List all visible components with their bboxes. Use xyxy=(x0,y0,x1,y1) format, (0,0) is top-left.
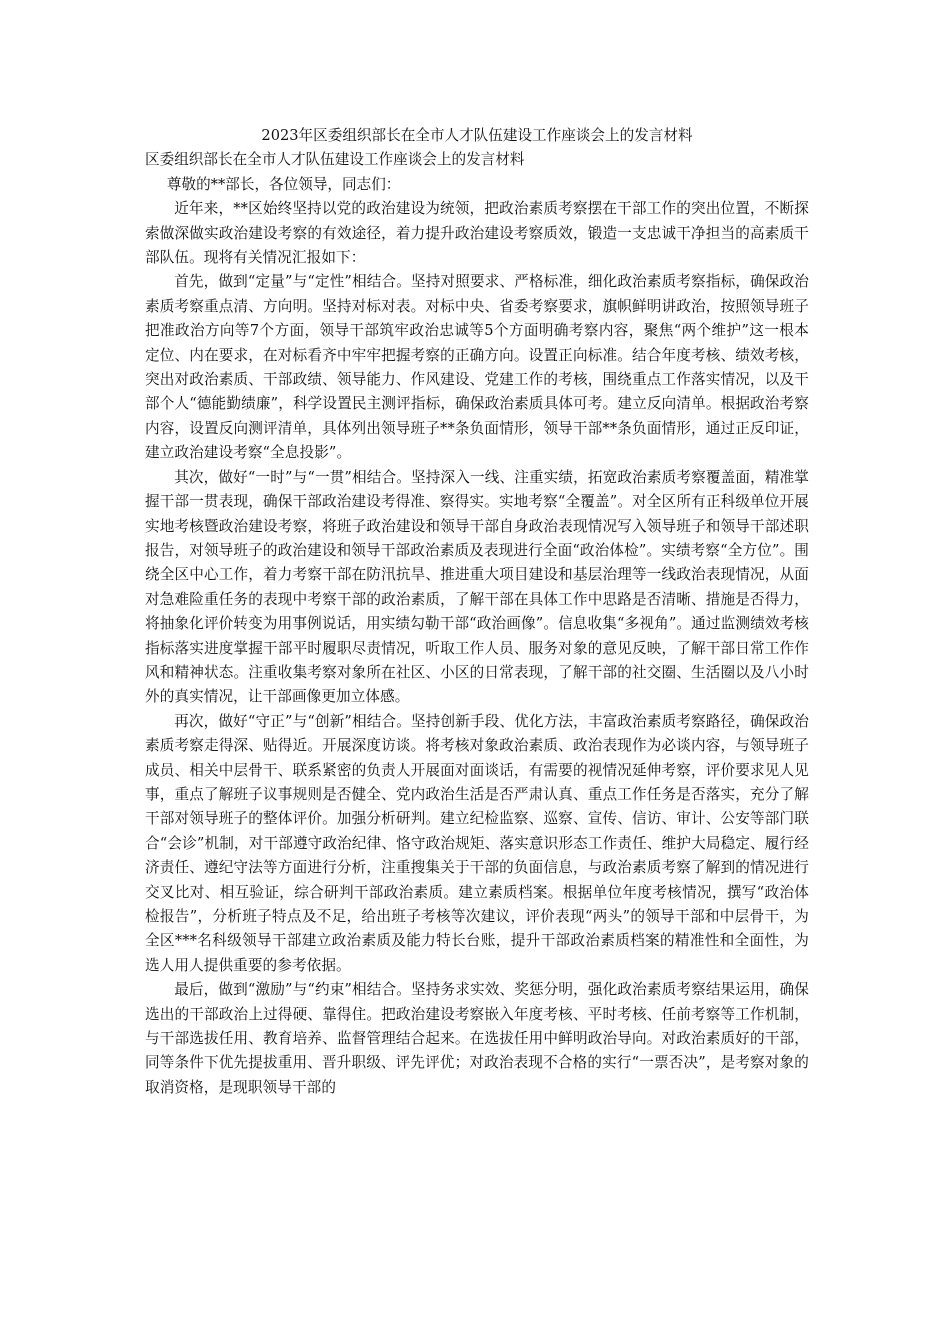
paragraph-intro: 近年来，**区始终坚持以党的政治建设为统领，把政治素质考察摆在干部工作的突出位置，不断探索做深做实政治建设考察的有效途径，着力提升政治建设考察质效，锻造一支忠诚干净担当的高素质干部队伍。现将有关情况汇报如下： xyxy=(145,200,809,267)
paragraph-last: 最后，做到“激励”与“约束”相结合。坚持务求实效、奖惩分明，强化政治素质考察结果运用，确保选出的干部政治上过得硬、靠得住。把政治建设考察嵌入年度考核、平时考核、任前考察等工作机制，与干部选拔任用、教育培养、监督管理结合起来。在选拔任用中鲜明政治导向。对政治素质好的干部，同等条件下优先提拔重用、晋升职级、评先评优；对政治表现不合格的实行“一票否决”，是考察对象的取消资格，是现职领导干部的 xyxy=(145,981,809,1096)
document-page xyxy=(145,124,809,1100)
salutation: 尊敬的**部长，各位领导，同志们： xyxy=(166,175,401,193)
document-title: 2023年区委组织部长在全市人才队伍建设工作座谈会上的发言材料 xyxy=(261,127,693,144)
paragraph-third: 再次，做好“守正”与“创新”相结合。坚持创新手段、优化方法，丰富政治素质考察路径，确保政治素质考察走得深、贴得近。开展深度访谈。将考核对象政治素质、政治表现作为必谈内容，与领导班子成员、相关中层骨干、联系紧密的负责人开展面对面谈话，有需要的视情况延伸考察，评价要求见人见事，重点了解班子议事规则是否健全、党内政治生活是否严肃认真、重点工作任务是否落实，充分了解干部对领导班子的整体评价。加强分析研判。建立纪检监察、巡察、宣传、信访、审计、公安等部门联合“会诊”机制，对干部遵守政治纪律、恪守政治规矩、落实意识形态工作责任、维护大局稳定、履行经济责任、遵纪守法等方面进行分析，注重搜集关于干部的负面信息，与政治素质考察了解到的情况进行交叉比对、相互验证，综合研判干部政治素质。建立素质档案。根据单位年度考核情况，撰写“政治体检报告”，分析班子特点及不足，给出班子考核等次建议，评价表现“两头”的领导干部和中层骨干，为全区***名科级领导干部建立政治素质及能力特长台账，提升干部政治素质档案的精准性和全面性，为选人用人提供重要的参考依据。 xyxy=(145,712,809,974)
paragraph-second: 其次，做好“一时”与“一贯”相结合。坚持深入一线、注重实绩，拓宽政治素质考察覆盖面，精准掌握干部一贯表现，确保干部政治建设考得准、察得实。实地考察“全覆盖”。对全区所有正科级单位开展实地考核暨政治建设考察，将班子政治建设和领导干部自身政治表现情况写入领导班子和领导干部述职报告，对领导班子的政治建设和领导干部政治素质及表现进行全面“政治体检”。实绩考察“全方位”。围绕全区中心工作，着力考察干部在防汛抗旱、推进重大项目建设和基层治理等一线政治表现情况，从面对急难险重任务的表现中考察干部的政治素质，了解干部在具体工作中思路是否清晰、措施是否得力，将抽象化评价转变为用事例说话，用实绩勾勒干部“政治画像”。信息收集“多视角”。通过监测绩效考核指标落实进度掌握干部平时履职尽责情况，听取工作人员、服务对象的意见反映，了解干部日常工作作风和精神状态。注重收集考察对象所在社区、小区的日常表现，了解干部的社交圈、生活圈以及八小时外的真实情况，让干部画像更加立体感。 xyxy=(145,468,809,706)
document-subtitle: 区委组织部长在全市人才队伍建设工作座谈会上的发言材料 xyxy=(145,151,525,169)
paragraph-first: 首先，做到“定量”与“定性”相结合。坚持对照要求、严格标准，细化政治素质考察指标，确保政治素质考察重点清、方向明。坚持对标对表。对标中央、省委考察要求，旗帜鲜明讲政治，按照领导班子把准政治方向等7个方面，领导干部筑牢政治忠诚等5个方面明确考察内容，聚焦“两个维护”这一根本定位、内在要求，在对标看齐中牢牢把握考察的正确方向。设置正向标准。结合年度考核、绩效考核，突出对政治素质、干部政绩、领导能力、作风建设、党建工作的考核，围绕重点工作落实情况，以及干部个人“德能勤绩廉”，科学设置民主测评指标，确保政治素质具体可考。建立反向清单。根据政治考察内容，设置反向测评清单，具体列出领导班子**条负面情形，领导干部**条负面情形，通过正反印证，建立政治建设考察“全息投影”。 xyxy=(145,273,809,462)
